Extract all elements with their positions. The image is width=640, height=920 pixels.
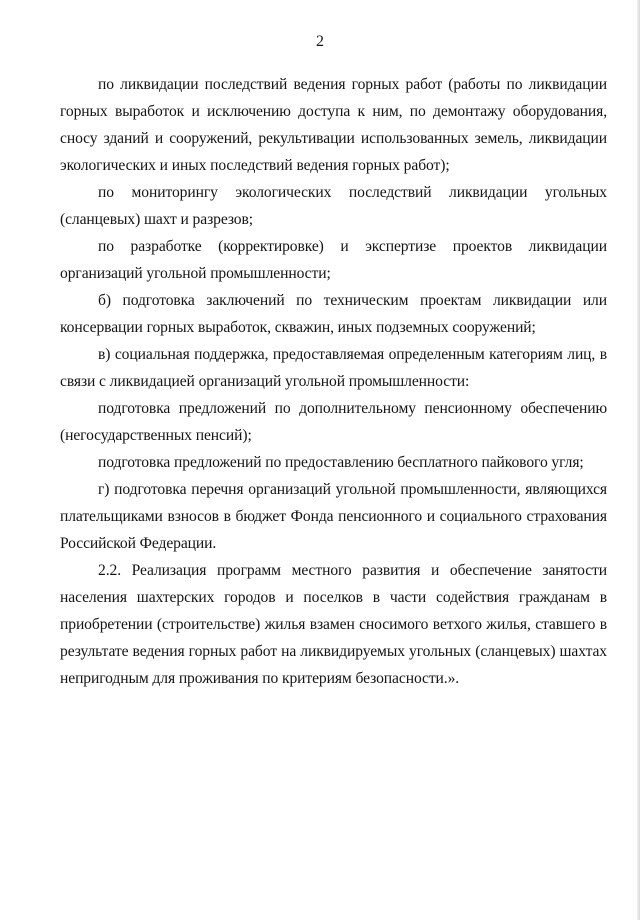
paragraph-item-v: в) социальная поддержка, предоставляемая определенным категориям лиц, в связи с ликвидацией организаций угольной промышленности: — [60, 346, 607, 390]
paragraph-item-b: б) подготовка заключений по техническим проектам ликвидации или консервации горных выработок, скважин, иных подземных сооружений; — [60, 292, 607, 336]
paragraph-monitoring: по мониторингу экологических последствий ликвидации угольных (сланцевых) шахт и разрезов; — [60, 184, 607, 228]
paragraph-project-development: по разработке (корректировке) и экспертизе проектов ликвидации организаций угольной промышленности; — [60, 238, 607, 282]
page-number: 2 — [316, 33, 324, 50]
paragraph-pension-proposals: подготовка предложений по дополнительному пенсионному обеспечению (негосударственных пенсий); — [60, 400, 607, 444]
paragraph-item-g: г) подготовка перечня организаций угольной промышленности, являющихся плательщиками взносов в бюджет Фонда пенсионного и социального страхования Российской Федерации. — [60, 481, 607, 552]
paragraph-section-2-2: 2.2. Реализация программ местного развития и обеспечение занятости населения шахтерских городов и поселков в части содействия гражданам в приобретении (строительстве) жилья взамен сносимого ветхого жилья, ставшего в результате ведения горных работ на ликвидируемых угольных (сланцевых) шахтах непригодным для проживания по критериям безопасности.». — [60, 562, 607, 687]
document-body — [60, 71, 607, 692]
paragraph-coal-proposals: подготовка предложений по предоставлению бесплатного пайкового угля; — [98, 454, 584, 471]
paragraph-liquidation-consequences: по ликвидации последствий ведения горных работ (работы по ликвидации горных выработок и исключению доступа к ним, по демонтажу оборудования, сносу зданий и сооружений, рекультивации использованных земель, ликвидации экологических и иных последствий ведения горных работ); — [60, 76, 607, 174]
